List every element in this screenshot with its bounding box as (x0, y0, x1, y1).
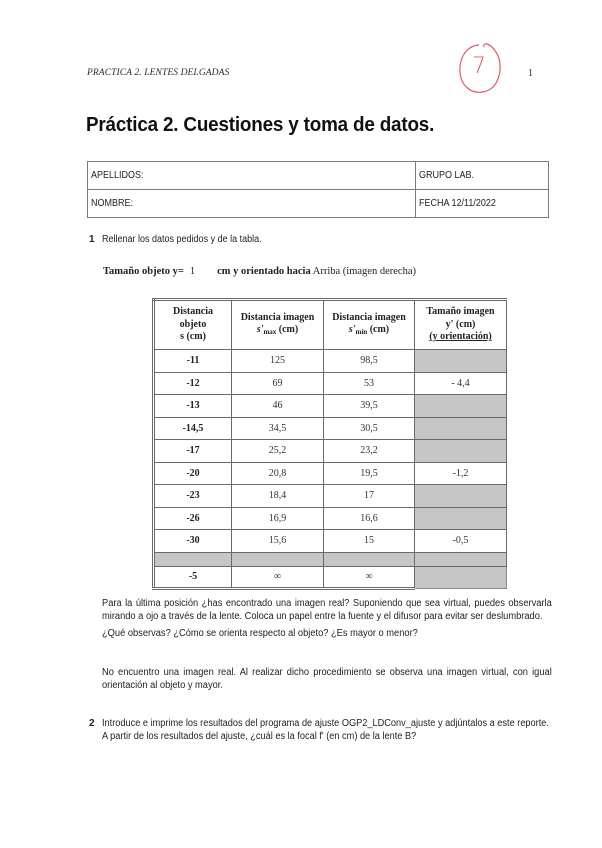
cell-smin[interactable]: 53 (324, 372, 415, 395)
cell-s[interactable]: -17 (154, 440, 232, 463)
cell-y[interactable]: -0,5 (415, 530, 507, 553)
page-number: 1 (528, 68, 533, 79)
cell-s[interactable]: -14,5 (154, 417, 232, 440)
cell-s[interactable]: -20 (154, 462, 232, 485)
cell-smax[interactable]: 18,4 (232, 485, 324, 508)
separator-cell (232, 552, 324, 566)
separator-cell (324, 552, 415, 566)
cell-smin[interactable]: 16,6 (324, 507, 415, 530)
question-number: 1 (89, 234, 95, 245)
question-text: Introduce e imprime los resultados del programa de ajuste OGP2_LDConv_ajuste y adjúntalos a este reporte. A partir de los resultados del ajuste, ¿cuál es la focal f' (en cm) de la lente B? (102, 718, 549, 742)
cell-smax[interactable]: 69 (232, 372, 324, 395)
cell-smin[interactable]: 17 (324, 485, 415, 508)
cell-y-disabled (415, 440, 507, 463)
info-row-nombre (88, 190, 549, 218)
table-separator-row (154, 552, 507, 566)
table-row (154, 417, 507, 440)
student-info-table (87, 161, 549, 218)
cell-s[interactable]: -12 (154, 372, 232, 395)
measurement-table (152, 298, 507, 590)
table-row (154, 462, 507, 485)
table-row (154, 372, 507, 395)
cell-smax[interactable]: 34,5 (232, 417, 324, 440)
header-image-distance-min: Distancia imagen $s'_{mín}$ (cm) (324, 300, 415, 350)
cell-smin[interactable]: 30,5 (324, 417, 415, 440)
cell-y-disabled (415, 485, 507, 508)
cell-s[interactable]: -26 (154, 507, 232, 530)
cell-y-disabled (415, 507, 507, 530)
grupo-lab-field[interactable]: GRUPO LAB. (416, 162, 549, 190)
cell-smax[interactable]: 125 (232, 350, 324, 373)
cell-smax[interactable]: ∞ (232, 566, 324, 589)
header-object-distance: Distancia objeto s (cm) (154, 300, 232, 350)
table-row (154, 395, 507, 418)
separator-cell (154, 552, 232, 566)
cell-s[interactable]: -30 (154, 530, 232, 553)
table-row (154, 530, 507, 553)
table-row-last-position (154, 566, 507, 589)
table-row (154, 485, 507, 508)
question-1 (89, 234, 279, 245)
cell-smax[interactable]: 20,8 (232, 462, 324, 485)
observation-prompt: ¿Qué observas? ¿Cómo se orienta respecto al objeto? ¿Es mayor o menor? (102, 628, 418, 639)
cell-y[interactable]: -1,2 (415, 462, 507, 485)
separator-cell (415, 552, 507, 566)
fecha-field[interactable]: FECHA 12/11/2022 (416, 190, 549, 218)
object-size-line (103, 266, 416, 277)
header-image-distance-max: Distancia imagen $s'_{max}$ (cm) (232, 300, 324, 350)
table-row (154, 507, 507, 530)
cell-y-disabled (415, 395, 507, 418)
handwritten-grade-mark (457, 42, 503, 96)
cell-s[interactable]: -5 (154, 566, 232, 589)
grade-value: 7 (472, 54, 486, 79)
cell-y-disabled (415, 417, 507, 440)
cell-smax[interactable]: 46 (232, 395, 324, 418)
cell-smax[interactable]: 15,6 (232, 530, 324, 553)
cell-smin[interactable]: ∞ (324, 566, 415, 589)
cell-y-disabled (415, 566, 507, 589)
cell-smax[interactable]: 16,9 (232, 507, 324, 530)
info-row-apellidos (88, 162, 549, 190)
table-header-row (154, 300, 507, 350)
table-row (154, 350, 507, 373)
object-size-value[interactable]: 1 (189, 266, 196, 277)
cell-smin[interactable]: 23,2 (324, 440, 415, 463)
nombre-field[interactable]: NOMBRE: (88, 190, 416, 218)
last-position-prompt: Para la última posición ¿has encontrado una imagen real? Suponiendo que sea virtual, puedes observarla mirando a ojo a través de la lente. Coloca un papel entre la fuente y el difusor para evitar ser deslumbrado. (102, 598, 552, 622)
cell-smax[interactable]: 25,2 (232, 440, 324, 463)
cell-smin[interactable]: 98,5 (324, 350, 415, 373)
student-answer[interactable]: No encuentro una imagen real. Al realizar dicho procedimiento se observa una imagen virtual, con igual orientación al objeto y mayor. (102, 667, 552, 691)
table-row (154, 440, 507, 463)
page-title: Práctica 2. Cuestiones y toma de datos. (86, 113, 435, 136)
cell-s[interactable]: -13 (154, 395, 232, 418)
cell-y[interactable]: - 4,4 (415, 372, 507, 395)
cell-smin[interactable]: 19,5 (324, 462, 415, 485)
orientation-value[interactable]: Arriba (imagen derecha) (312, 266, 416, 277)
orientation-label: cm y orientado hacia (217, 266, 311, 277)
question-2 (89, 718, 559, 743)
apellidos-field[interactable]: APELLIDOS: (88, 162, 416, 190)
cell-smin[interactable]: 39,5 (324, 395, 415, 418)
header-image-size: Tamaño imagen y' (cm) (y orientación) (415, 300, 507, 350)
object-size-label: Tamaño objeto y= (103, 266, 184, 277)
question-number: 2 (89, 718, 95, 729)
cell-s[interactable]: -11 (154, 350, 232, 373)
question-text: Rellenar los datos pedidos y de la tabla. (101, 234, 262, 245)
cell-y-disabled (415, 350, 507, 373)
cell-s[interactable]: -23 (154, 485, 232, 508)
cell-smin[interactable]: 15 (324, 530, 415, 553)
running-header: PRACTICA 2. LENTES DELGADAS (87, 68, 230, 78)
